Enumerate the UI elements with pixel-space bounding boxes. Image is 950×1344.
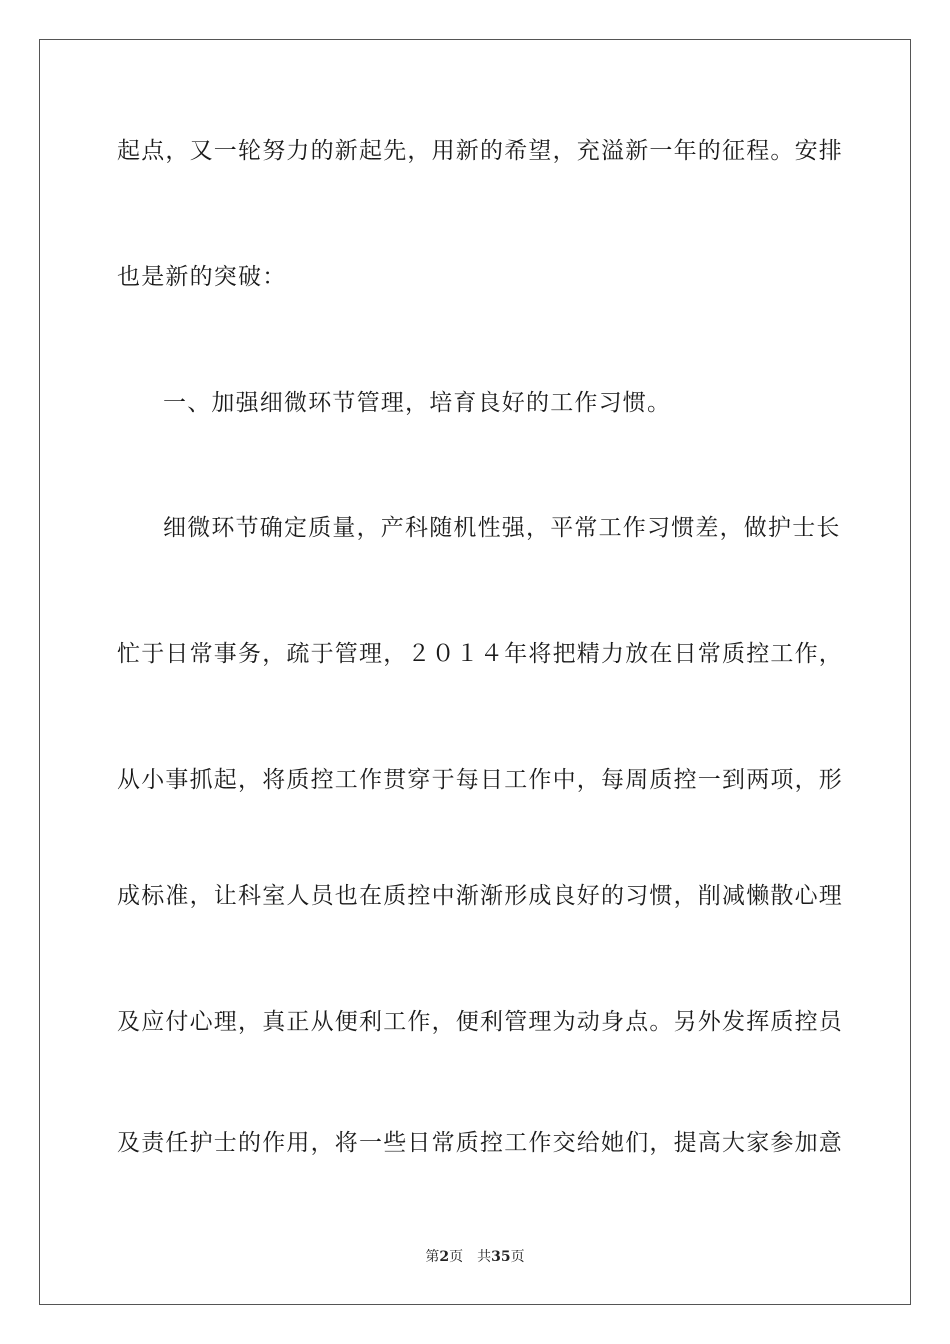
text-line-5: 忙于日常事务，疏于管理，２０１４年将把精力放在日常质控工作， (117, 641, 843, 667)
text-line-8: 及应付心理，真正从便利工作，便利管理为动身点。另外发挥质控员 (117, 1009, 843, 1035)
text-line-9: 及责任护士的作用，将一些日常质控工作交给她们，提高大家参加意 (117, 1130, 843, 1156)
page-suffix: 页 (449, 1249, 464, 1265)
text-line-2: 也是新的突破： (117, 264, 287, 290)
text-line-7: 成标准，让科室人员也在质控中渐渐形成良好的习惯，削减懒散心理 (117, 883, 843, 909)
page-frame (39, 39, 911, 1305)
text-line-4: 细微环节确定质量，产科随机性强，平常工作习惯差，做护士长 (163, 515, 841, 541)
total-pages: 35 (491, 1249, 511, 1265)
text-line-6: 从小事抓起，将质控工作贯穿于每日工作中，每周质控一到两项，形 (117, 767, 843, 793)
text-line-1: 起点，又一轮努力的新起先，用新的希望，充溢新一年的征程。安排 (117, 138, 843, 164)
section-heading: 一、加强细微环节管理，培育良好的工作习惯。 (163, 390, 672, 416)
page-prefix: 第 (425, 1249, 440, 1265)
page-footer (0, 1248, 950, 1266)
total-suffix: 页 (510, 1249, 525, 1265)
page-number: 2 (439, 1249, 450, 1265)
total-prefix: 共 (477, 1249, 492, 1265)
